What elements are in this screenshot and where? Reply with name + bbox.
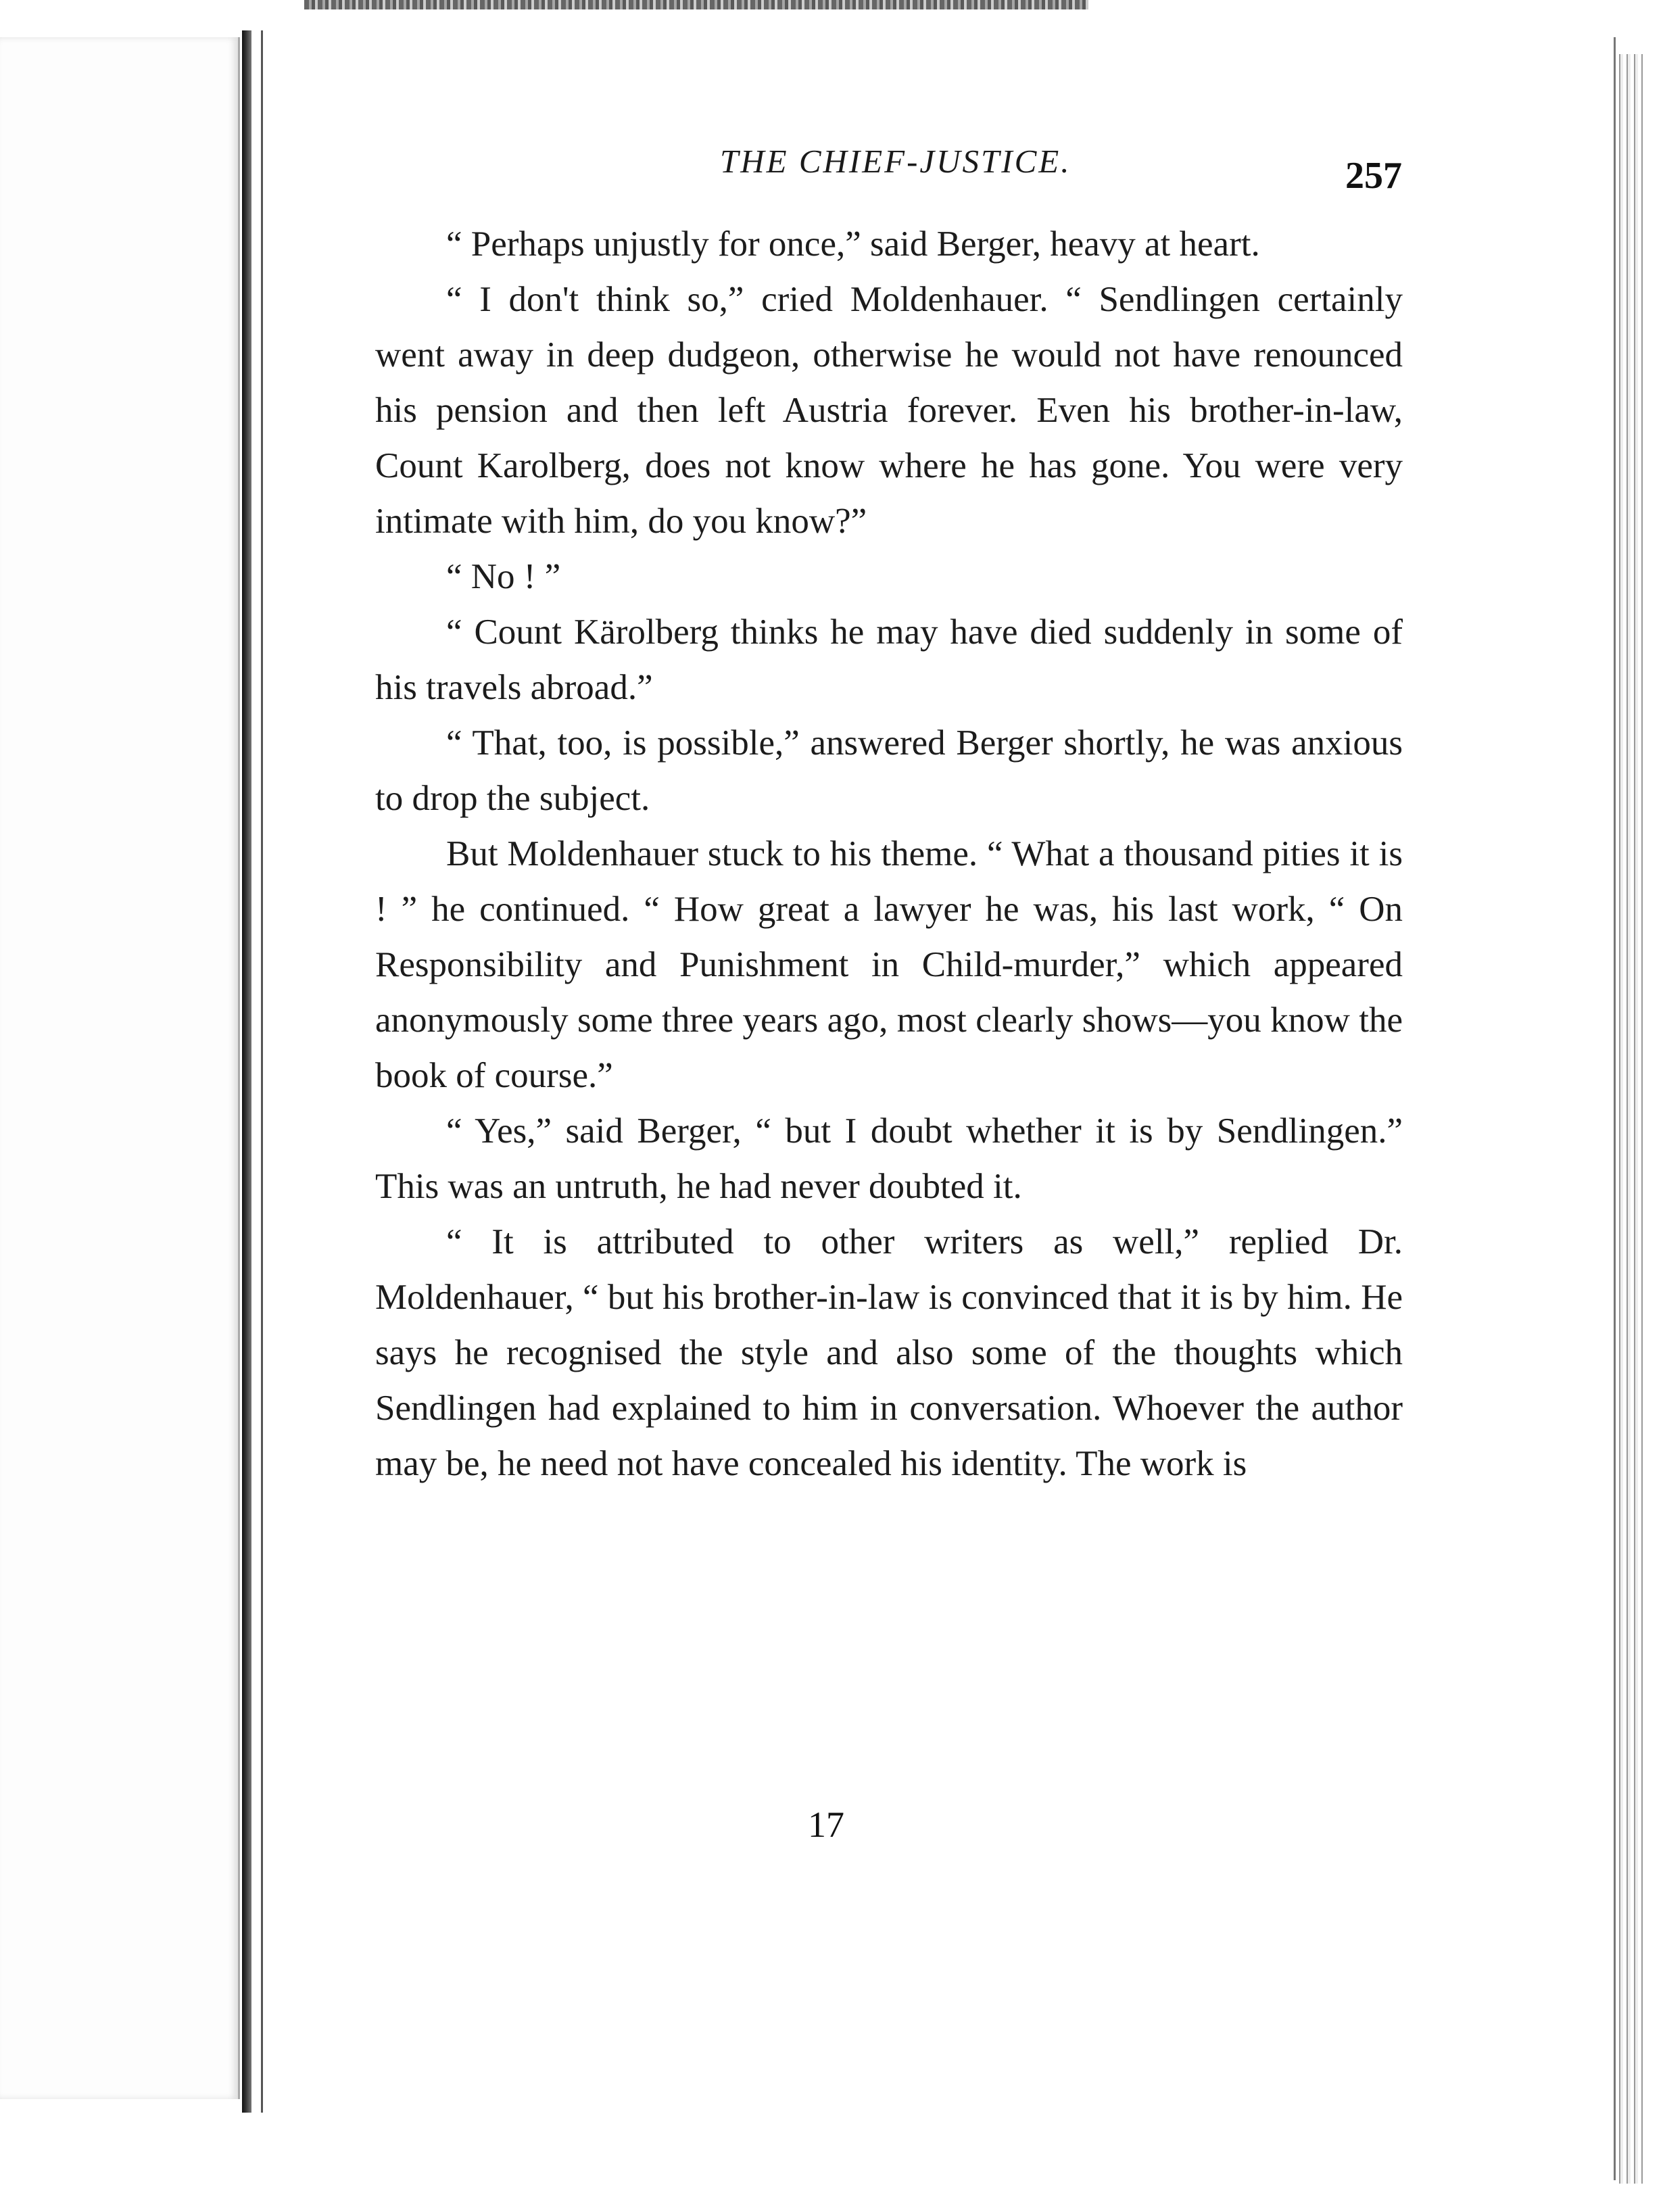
running-head: THE CHIEF-JUSTICE. <box>720 143 1071 180</box>
body-text <box>375 216 1403 1491</box>
signature-mark: 17 <box>808 1804 844 1845</box>
paragraph: “ It is attributed to other writers as well,” replied Dr. Moldenhauer, “ but his brother-in-law is convinced that it is by him. He says he recognised the style and also some of the thoughts which Sendlingen had explained to him in conversation. Whoever the author may be, he need not have concealed his identity. The work is <box>375 1222 1403 1483</box>
paragraph: “ That, too, is possible,” answered Berger shortly, he was anxious to drop the subject. <box>375 723 1403 818</box>
scan-top-edge <box>304 0 1088 9</box>
paragraph: “ Yes,” said Berger, “ but I doubt whether it is by Sendlingen.” This was an untruth, he had never doubted it. <box>375 1111 1403 1206</box>
page-number: 257 <box>1345 155 1402 197</box>
page-edges <box>1616 54 1643 2184</box>
paragraph: “ Perhaps unjustly for once,” said Berger, heavy at heart. <box>446 224 1260 264</box>
left-page-fragment <box>0 37 240 2099</box>
book-gutter <box>242 30 251 2113</box>
paragraph: “ Count Kärolberg thinks he may have died suddenly in some of his travels abroad.” <box>375 612 1403 707</box>
paragraph: “ I don't think so,” cried Moldenhauer. “ Sendlingen certainly went away in deep dudgeon, otherwise he would not have renounced his pension and then left Austria forever. Even his brother-in-law, Count Karolberg, does not know where he has gone. You were very intimate with him, do you know?” <box>375 280 1403 541</box>
gutter-line <box>261 30 263 2113</box>
paragraph: “ No ! ” <box>446 557 561 596</box>
paragraph: But Moldenhauer stuck to his theme. “ What a thousand pities it is ! ” he continued. “ How great a lawyer he was, his last work, “ On Responsibility and Punishment in Child-murder,” which appeared anonymously some three years ago, most clearly shows—you know the book of course.” <box>375 834 1403 1095</box>
